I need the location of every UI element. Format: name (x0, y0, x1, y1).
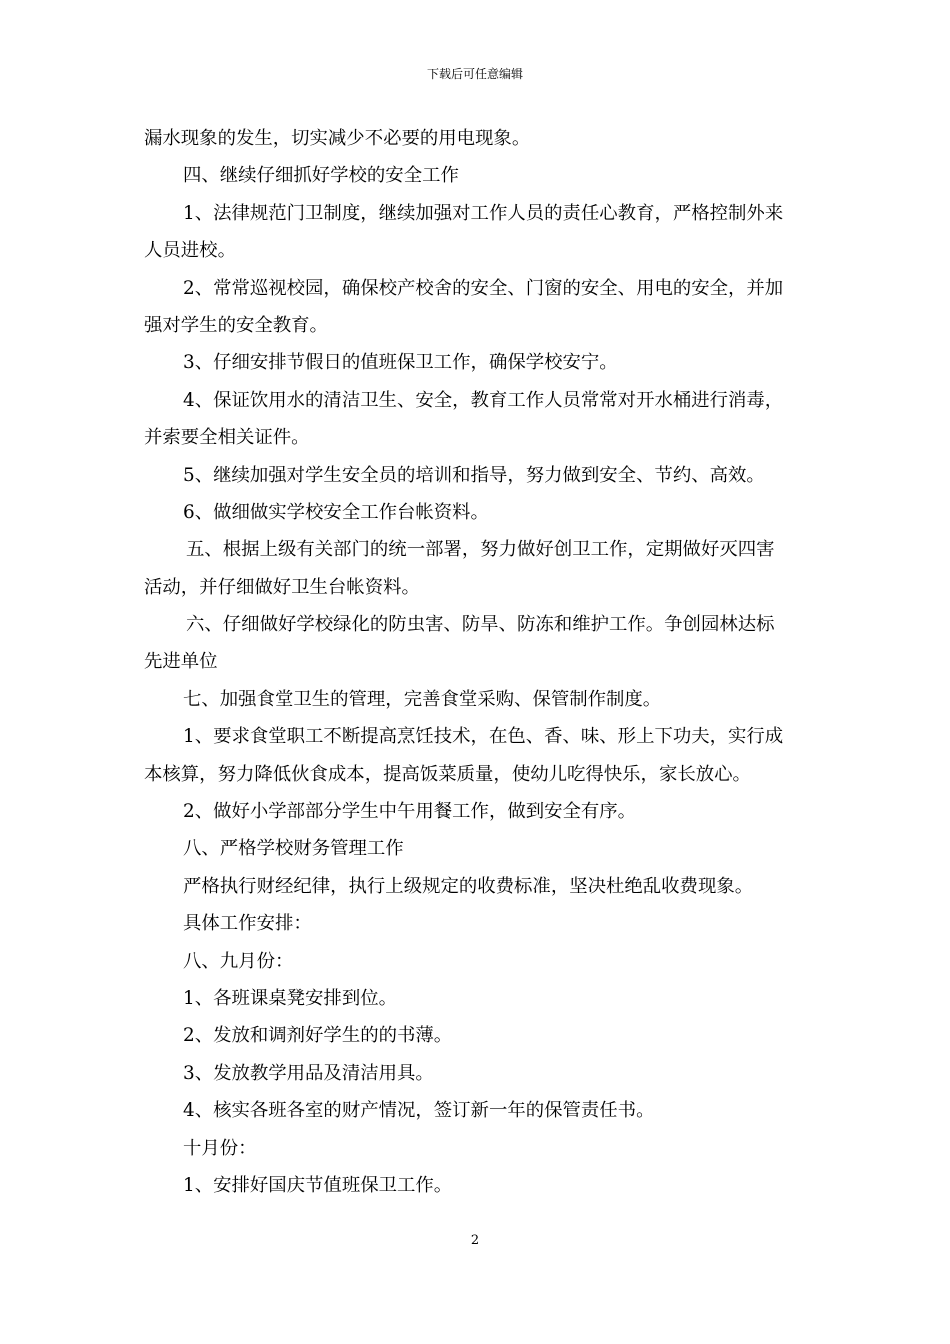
paragraph-line: 漏水现象的发生，切实减少不必要的用电现象。 (144, 128, 531, 149)
paragraph-line: 七、加强食堂卫生的管理，完善食堂采购、保管制作制度。 (183, 688, 662, 710)
paragraph-line: 1、各班课桌凳安排到位。 (183, 987, 397, 1009)
document-body (144, 120, 814, 1204)
paragraph (144, 681, 814, 718)
paragraph-line: 八、严格学校财务管理工作 (183, 838, 404, 860)
paragraph (144, 868, 814, 905)
paragraph (144, 980, 814, 1017)
paragraph (144, 457, 814, 494)
paragraph (144, 1055, 814, 1092)
page-header: 下载后可任意编辑 (426, 67, 523, 81)
paragraph-line: 6、做细做实学校安全工作台帐资料。 (183, 501, 489, 523)
paragraph (144, 606, 814, 681)
paragraph (144, 718, 814, 793)
paragraph-line: 3、发放教学用品及清洁用具。 (183, 1062, 434, 1084)
paragraph (144, 382, 814, 457)
paragraph-line: 八、九月份： (183, 950, 294, 972)
paragraph (144, 1130, 814, 1167)
paragraph (144, 1017, 814, 1054)
paragraph-line: 六、仔细做好学校绿化的防虫害、防旱、防冻和维护工作。争创园林达标 (186, 614, 775, 636)
paragraph-line: 2、做好小学部部分学生中午用餐工作，做到安全有序。 (183, 801, 637, 823)
page-number: 2 (470, 1233, 480, 1248)
paragraph-line: 1、要求食堂职工不断提高烹饪技术，在色、香、味、形上下功夫，实行成 (183, 726, 784, 748)
paragraph-line: 1、法律规范门卫制度，继续加强对工作人员的责任心教育，严格控制外来 (183, 202, 784, 224)
paragraph-line: 人员进校。 (144, 240, 236, 262)
paragraph-line: 强对学生的安全教育。 (144, 314, 328, 336)
paragraph-line: 十月份： (183, 1137, 257, 1159)
paragraph (144, 830, 814, 867)
paragraph-line: 4、保证饮用水的清洁卫生、安全，教育工作人员常常对开水桶进行消毒， (183, 389, 784, 411)
paragraph-line: 并索要全相关证件。 (144, 427, 310, 449)
paragraph (144, 270, 814, 345)
paragraph-line: 1、安排好国庆节值班保卫工作。 (183, 1174, 453, 1196)
paragraph-line: 先进单位 (144, 651, 218, 673)
paragraph-line: 4、核实各班各室的财产情况，签订新一年的保管责任书。 (183, 1100, 655, 1122)
paragraph-line: 严格执行财经纪律，执行上级规定的收费标准，坚决杜绝乱收费现象。 (183, 875, 754, 897)
paragraph-line: 活动，并仔细做好卫生台帐资料。 (144, 576, 420, 598)
paragraph (144, 344, 814, 381)
paragraph-line: 本核算，努力降低伙食成本，提高饭菜质量，使幼儿吃得快乐，家长放心。 (144, 763, 751, 785)
paragraph-line: 五、根据上级有关部门的统一部署，努力做好创卫工作，定期做好灭四害 (186, 539, 775, 561)
paragraph (144, 1092, 814, 1129)
paragraph-line: 5、继续加强对学生安全员的培训和指导，努力做到安全、节约、高效。 (183, 464, 765, 486)
paragraph (144, 494, 814, 531)
paragraph (144, 195, 814, 270)
paragraph-line: 2、发放和调剂好学生的的书薄。 (183, 1025, 453, 1047)
paragraph (144, 157, 814, 194)
paragraph-line: 四、继续仔细抓好学校的安全工作 (183, 165, 459, 187)
paragraph (144, 120, 814, 157)
paragraph-line: 具体工作安排： (183, 913, 312, 935)
paragraph (144, 943, 814, 980)
paragraph-line: 3、仔细安排节假日的值班保卫工作，确保学校安宁。 (183, 352, 618, 374)
paragraph-line: 2、常常巡视校园，确保校产校舍的安全、门窗的安全、用电的安全，并加 (183, 277, 784, 299)
paragraph (144, 1167, 814, 1204)
paragraph (144, 905, 814, 942)
paragraph (144, 793, 814, 830)
paragraph (144, 531, 814, 606)
